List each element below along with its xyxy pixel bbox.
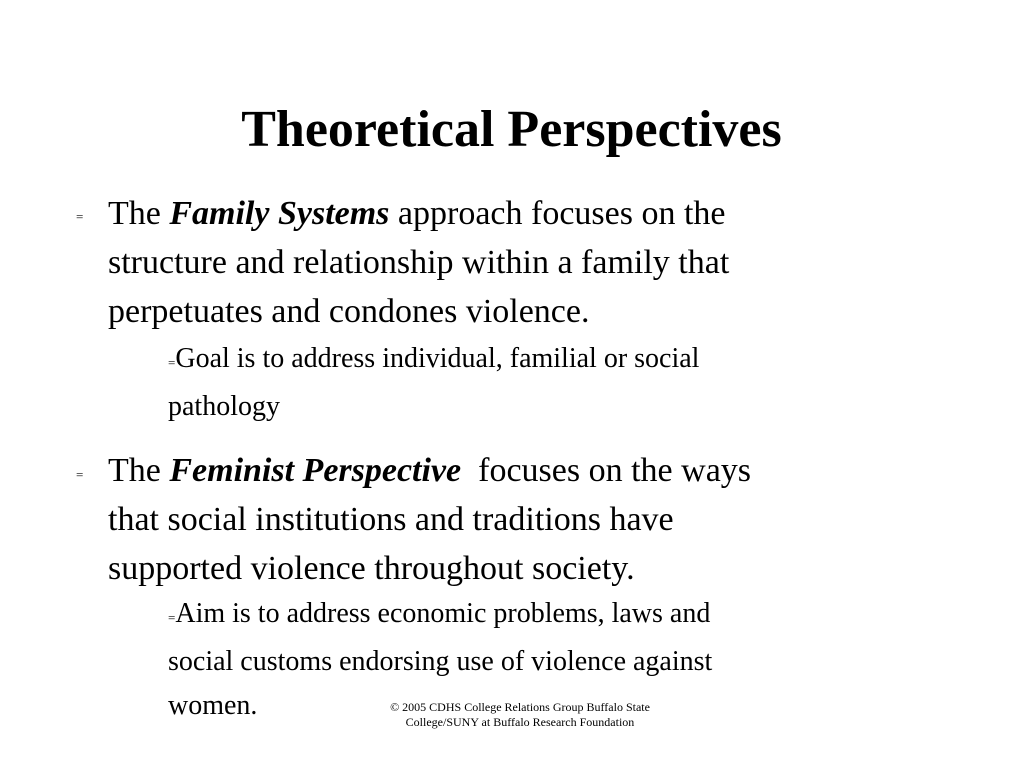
sub-line: women.	[168, 690, 258, 721]
bullet-line: perpetuates and condones violence.	[108, 293, 590, 330]
sub-line: social customs endorsing use of violence against	[168, 646, 713, 677]
emphasis-term: Family Systems	[169, 195, 390, 232]
bullet-text: focuses on the ways	[461, 452, 752, 489]
sub-text: Goal is to address individual, familial or social	[175, 343, 700, 374]
bullet-item-feminist-perspective	[108, 446, 908, 593]
sub-bullet-marker: =	[168, 610, 176, 625]
sub-bullet-marker: =	[168, 355, 176, 370]
copyright-footer	[350, 700, 690, 730]
sub-line	[168, 337, 898, 385]
emphasis-term: Feminist Perspective	[169, 452, 462, 489]
bullet-marker: =	[76, 467, 84, 482]
sub-text: Aim is to address economic problems, laws and	[175, 598, 711, 629]
footer-line: College/SUNY at Buffalo Research Foundation	[405, 715, 635, 729]
bullet-line: structure and relationship within a family that	[108, 244, 730, 281]
bullet-line: that social institutions and traditions have	[108, 501, 674, 538]
sub-line	[168, 592, 898, 640]
bullet-line	[108, 189, 908, 238]
bullet-prefix: The	[108, 452, 170, 489]
sub-line: pathology	[168, 391, 280, 422]
sub-bullet-goal	[168, 337, 898, 429]
slide-title: Theoretical Perspectives	[241, 101, 782, 158]
footer-line: © 2005 CDHS College Relations Group Buffalo State	[390, 700, 650, 714]
bullet-line: supported violence throughout society.	[108, 550, 635, 587]
bullet-text: approach focuses on the	[389, 195, 726, 232]
bullet-item-family-systems	[108, 189, 908, 336]
bullet-marker: =	[76, 209, 84, 224]
bullet-line	[108, 446, 908, 495]
bullet-prefix: The	[108, 195, 170, 232]
